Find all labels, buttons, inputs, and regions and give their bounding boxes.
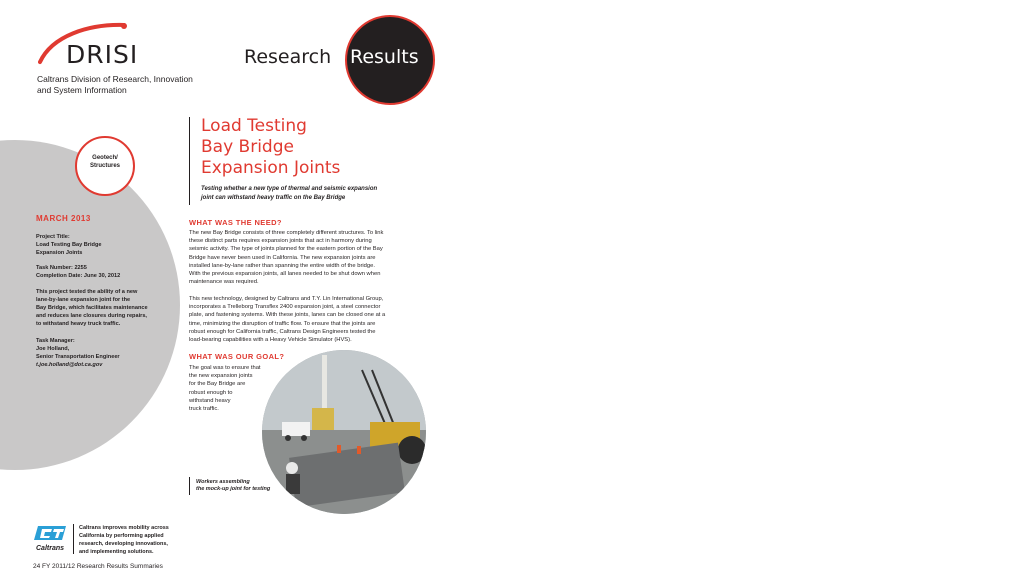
project-title-line: Load Testing Bay Bridge — [36, 242, 102, 248]
page-title — [201, 116, 441, 179]
body-line: the new expansion joints — [189, 373, 253, 380]
results-word: Results — [350, 46, 419, 68]
need-paragraph-1 — [189, 229, 431, 286]
body-line: truck traffic. — [189, 406, 219, 413]
body-line: for the Bay Bridge are — [189, 381, 246, 388]
task-manager — [36, 337, 166, 369]
mission-line: research, developing innovations, — [79, 541, 168, 547]
page-footer: 24 FY 2011/12 Research Results Summaries — [33, 563, 163, 570]
summary-line: and reduces lane closures during repairs, — [36, 313, 147, 319]
goal-heading: WHAT WAS OUR GOAL? — [189, 352, 285, 361]
body-line: seismic activity. The type of joints planned for the eastern portion of the Bay — [189, 246, 383, 253]
caption-line: Workers assembling — [196, 479, 250, 485]
body-line: Bridge have never been used in California. The new expansion joints are — [189, 254, 376, 261]
photo-illustration — [262, 350, 426, 514]
body-line: plate, and fastening systems. With these joints, lanes can be closed one at a — [189, 312, 386, 319]
photo-caption — [196, 479, 270, 493]
caltrans-logo-word: Caltrans — [36, 545, 65, 552]
caltrans-mission — [79, 524, 189, 556]
need-heading: WHAT WAS THE NEED? — [189, 218, 282, 227]
caltrans-logo — [34, 524, 70, 552]
need-paragraph-2 — [189, 295, 431, 344]
title-line: Bay Bridge — [201, 137, 294, 157]
mission-line: and implementing solutions. — [79, 549, 154, 555]
report-date: MARCH 2013 — [36, 214, 91, 223]
task-info — [36, 264, 166, 280]
body-line: maintenance was required. — [189, 279, 259, 286]
task-manager-name: Joe Holland, — [36, 346, 70, 352]
title-line: Load Testing — [201, 116, 307, 136]
body-line: load-bearing capabilities with a Heavy Vehicle Simulator (HVS). — [189, 337, 352, 344]
bridge-joint-photo — [262, 350, 426, 514]
summary-line: This project tested the ability of a new — [36, 289, 138, 295]
body-line: The goal was to ensure that — [189, 365, 261, 371]
mission-line: California by performing applied — [79, 533, 164, 539]
research-word: Research — [244, 46, 332, 68]
summary-line: Bay Bridge, which facilitates maintenance — [36, 305, 148, 311]
page-subtitle — [201, 185, 421, 203]
drisi-logo-text: DRISI — [66, 40, 139, 69]
org-name: Caltrans Division of Research, Innovation and System Information — [37, 74, 193, 95]
body-line: incorporates a Trelleborg Transflex 2400 expansion joint, a steel connector — [189, 304, 381, 311]
mission-line: Caltrans improves mobility across — [79, 525, 169, 531]
body-line: With the previous expansion joints, all lanes needed to be shut down when — [189, 271, 381, 278]
body-line: withstand heavy — [189, 397, 231, 404]
task-manager-title: Senior Transportation Engineer — [36, 354, 120, 360]
footer-rule — [73, 524, 74, 554]
subtitle-line: joint can withstand heavy traffic on the Bay Bridge — [201, 195, 346, 201]
title-line: Expansion Joints — [201, 158, 341, 178]
task-manager-label: Task Manager: — [36, 338, 75, 344]
title-rule — [189, 117, 190, 205]
caption-rule — [189, 477, 190, 495]
completion-date: Completion Date: June 30, 2012 — [36, 273, 121, 279]
project-title-line: Expansion Joints — [36, 250, 83, 256]
task-number: Task Number: 2255 — [36, 265, 87, 271]
task-manager-email[interactable]: t.joe.holland@dot.ca.gov — [36, 362, 103, 368]
body-line: these distinct parts requires expansion joints that act in harmony during — [189, 238, 372, 245]
body-line: The new Bay Bridge consists of three completely different structures. To link — [189, 230, 384, 236]
project-title-label: Project Title: — [36, 234, 70, 240]
summary-line: to withstand heavy truck traffic. — [36, 321, 121, 327]
body-line: robust enough for California traffic, Caltrans Design Engineers tested the — [189, 328, 376, 335]
category-label: Geotech/ Structures — [89, 155, 120, 169]
caption-line: the mock-up joint for testing — [196, 486, 271, 492]
project-info — [36, 233, 166, 257]
body-line: robust enough to — [189, 389, 233, 396]
body-line: installed lane-by-lane rather than spanning the entire width of the bridge. — [189, 262, 375, 269]
project-summary — [36, 288, 166, 328]
body-line: This new technology, designed by Caltrans and T.Y. Lin International Group, — [189, 296, 384, 302]
subtitle-line: Testing whether a new type of thermal and seismic expansion — [201, 186, 378, 192]
body-line: time, minimizing the disruption of traffic flow. To ensure that the joints are — [189, 320, 376, 327]
summary-line: lane-by-lane expansion joint for the — [36, 297, 131, 303]
